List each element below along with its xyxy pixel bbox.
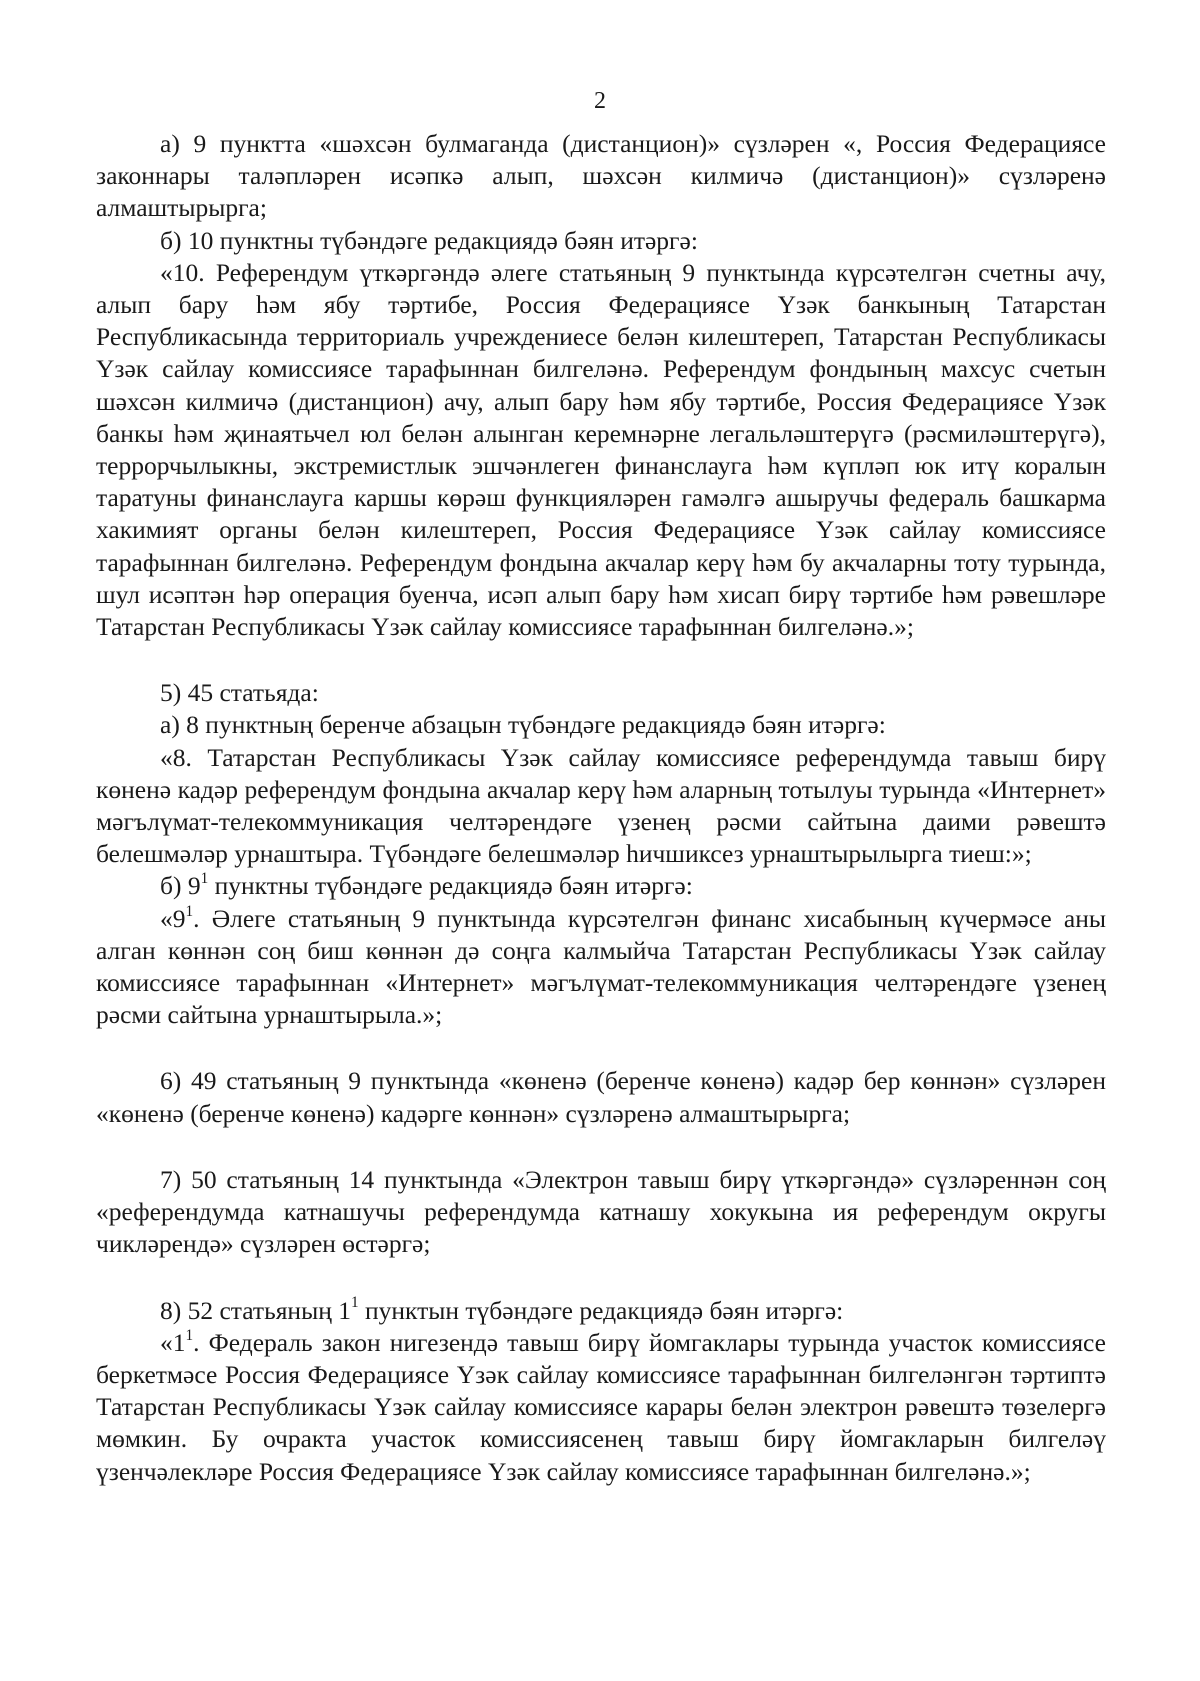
- superscript: 1: [350, 1294, 359, 1312]
- paragraph: [96, 1327, 1106, 1488]
- paragraph-spacer: [96, 1130, 1106, 1164]
- paragraph: 5) 45 статьяда:: [160, 678, 319, 708]
- paragraph: б) 10 пунктны түбәндәге редакциядә бәян итәргә:: [160, 225, 698, 255]
- paragraph: а) 8 пунктның беренче абзацын түбәндәге редакциядә бәян итәргә:: [160, 710, 886, 740]
- document-body: [96, 128, 1106, 1488]
- superscript: 1: [200, 870, 209, 888]
- paragraph-text-start: «1: [160, 1327, 186, 1357]
- page-number: 2: [594, 88, 606, 114]
- paragraph: 7) 50 статьяның 14 пунктында «Электрон тавыш бирү үткәргәндә» сүзләреннән соң «референдумда катнашучы референдумда катнашу хокукына ия референдум округы чикләрендә» сүзләрен өстәргә;: [96, 1164, 1106, 1259]
- paragraph-spacer: [96, 1031, 1106, 1065]
- paragraph-text-end: пунктын түбәндәге редакциядә бәян итәргә:: [358, 1295, 844, 1325]
- paragraph-spacer: [96, 1261, 1106, 1295]
- paragraph: «10. Референдум үткәргәндә әлеге статьяның 9 пунктында күрсәтелгән счетны ачу, алып бару һәм ябу тәртибе, Россия Федерациясе Үзәк банкының Татарстан Республикасында территориаль учреждениесе белән килештереп, Татарстан Республикасы Үзәк сайлау комиссиясе тарафыннан билгеләнә. Референдум фондының махсус счетын шәхсән килмичә (дистанцион) ачу, алып бару һәм ябу тәртибе, Россия Федерациясе Үзәк банкы һәм җинаятьчел юл белән алынган керемнәрне легальләштерүгә (рәсмиләштерүгә), террорчылыкны, экстремистлык эшчәнлеген финанслауга һәм күпләп юк итү коралын таратуны финанслауга каршы көрәш функцияләрен гамәлгә ашыручы федераль башкарма хакимият органы белән килештереп, Россия Федерациясе Үзәк сайлау комиссиясе тарафыннан билгеләнә. Референдум фондына акчалар керү һәм бу акчаларны тоту турында, шул исәптән һәр операция буенча, исәп алып бару һәм хисап бирү тәртибе һәм рәвешләре Татарстан Республикасы Үзәк сайлау комиссиясе тарафыннан билгеләнә.»;: [96, 257, 1106, 642]
- paragraph-text-start: б) 9: [160, 871, 201, 901]
- paragraph-text-start: «9: [160, 903, 186, 933]
- paragraph-text-end: . Федераль закон нигезендә тавыш бирү йомгаклары турында участок комиссиясе беркетмәсе Россия Федерациясе Үзәк сайлау комиссиясе тарафыннан билгеләнгән тәртиптә Татарстан Республикасы Үзәк сайлау комиссиясе карары белән электрон рәвештә төзелергә мөмкин. Бу очракта участок комиссиясенең тавыш бирү йомгакларын билгеләү үзенчәлекләре Россия Федерациясе Үзәк сайлау комиссиясе тарафыннан билгеләнә.»;: [96, 1327, 1106, 1486]
- superscript: 1: [185, 1326, 194, 1344]
- paragraph: [96, 870, 1106, 902]
- superscript: 1: [185, 902, 194, 920]
- paragraph: 6) 49 статьяның 9 пунктында «көненә (беренче көненә) кадәр бер көннән» сүзләрен «көненә (беренче көненә) кадәрге көннән» сүзләренә алмаштырырга;: [96, 1066, 1106, 1128]
- paragraph: [96, 903, 1106, 1032]
- paragraph-text-start: 8) 52 статьяның 1: [160, 1295, 351, 1325]
- paragraph: «8. Татарстан Республикасы Үзәк сайлау комиссиясе референдумда тавыш бирү көненә кадәр референдум фондына акчалар керү һәм аларның тотылуы турында «Интернет» мәгълүмат-телекоммуникация челтәрендәге үзенең рәсми сайтына даими рәвештә белешмәләр урнаштыра. Түбәндәге белешмәләр һичшиксез урнаштырылырга тиеш:»;: [96, 742, 1106, 869]
- paragraph-spacer: [96, 643, 1106, 677]
- paragraph: [96, 1295, 1106, 1327]
- paragraph-text-end: пунктны түбәндәге редакциядә бәян итәргә:: [208, 871, 693, 901]
- paragraph: а) 9 пунктта «шәхсән булмаганда (дистанцион)» сүзләрен «, Россия Федерациясе законнары таләпләрен исәпкә алып, шәхсән килмичә (дистанцион)» сүзләренә алмаштырырга;: [96, 129, 1106, 223]
- paragraph-text-end: . Әлеге статьяның 9 пунктында күрсәтелгән финанс хисабының күчермәсе аны алган көннән соң биш көннән дә соңга калмыйча Татарстан Республикасы Үзәк сайлау комиссиясе тарафыннан «Интернет» мәгълүмат-телекоммуникация челтәрендәге үзенең рәсми сайтына урнаштырыла.»;: [96, 903, 1106, 1030]
